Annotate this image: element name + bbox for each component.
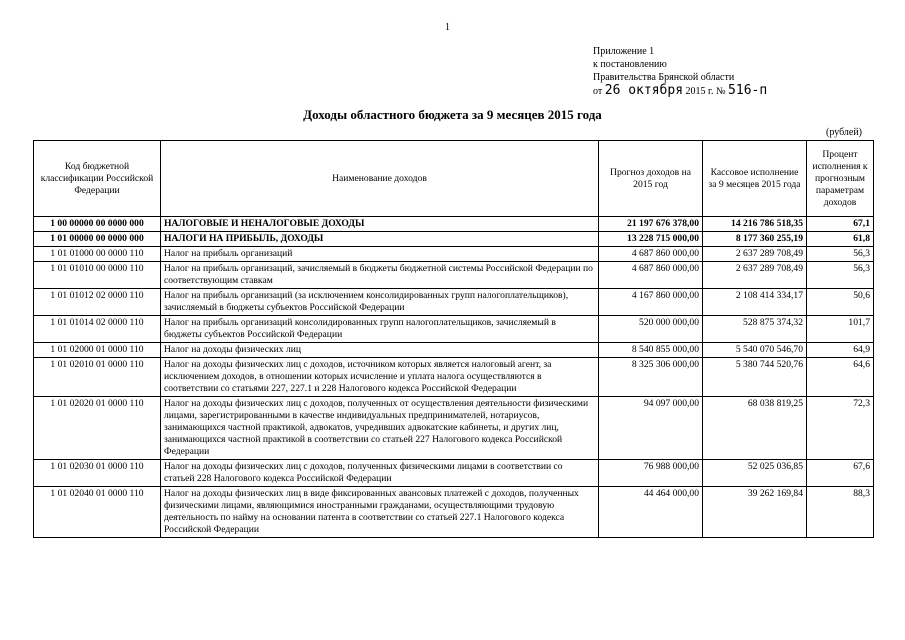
cell-actual: 8 177 360 255,19 (703, 232, 807, 247)
table-row (34, 487, 874, 538)
cell-actual: 14 216 786 518,35 (703, 217, 807, 232)
cell-percent: 50,6 (807, 289, 874, 316)
table-row (34, 247, 874, 262)
approval-line-3: Правительства Брянской области (593, 72, 735, 83)
cell-forecast: 21 197 676 378,00 (599, 217, 703, 232)
cell-percent: 56,3 (807, 262, 874, 289)
cell-percent: 61,8 (807, 232, 874, 247)
cell-actual: 2 108 414 334,17 (703, 289, 807, 316)
table-row (34, 289, 874, 316)
table-row (34, 397, 874, 460)
approval-line-1: Приложение 1 (593, 46, 655, 57)
table-row (34, 460, 874, 487)
date-suffix: 2015 г. № (685, 86, 726, 97)
header-name: Наименование доходов (161, 141, 599, 217)
cell-actual: 528 875 374,32 (703, 316, 807, 343)
cell-forecast: 76 988 000,00 (599, 460, 703, 487)
cell-actual: 39 262 169,84 (703, 487, 807, 538)
cell-name: НАЛОГОВЫЕ И НЕНАЛОГОВЫЕ ДОХОДЫ (161, 217, 599, 232)
cell-name: НАЛОГИ НА ПРИБЫЛЬ, ДОХОДЫ (161, 232, 599, 247)
cell-forecast: 520 000 000,00 (599, 316, 703, 343)
cell-name: Налог на доходы физических лиц в виде фиксированных авансовых платежей с доходов, полученных физическими лицами, являющимися иностранными гражданами, осуществляющими трудовую деятельность по найму на основании патента в соответствии со статьей 227.1 Налогового кодекса Российской Федерации (161, 487, 599, 538)
cell-name: Налог на доходы физических лиц с доходов, полученных физическими лицами в соответствии со статьей 228 Налогового кодекса Российской Федерации (161, 460, 599, 487)
table-row (34, 343, 874, 358)
cell-forecast: 4 687 860 000,00 (599, 247, 703, 262)
table-row (34, 262, 874, 289)
cell-percent: 64,9 (807, 343, 874, 358)
cell-code: 1 01 02030 01 0000 110 (34, 460, 161, 487)
budget-table (33, 140, 874, 538)
cell-code: 1 01 02000 01 0000 110 (34, 343, 161, 358)
cell-forecast: 4 687 860 000,00 (599, 262, 703, 289)
cell-percent: 67,6 (807, 460, 874, 487)
cell-percent: 101,7 (807, 316, 874, 343)
header-percent: Процент исполнения к прогнозным параметрам доходов (807, 141, 874, 217)
cell-forecast: 8 325 306 000,00 (599, 358, 703, 397)
cell-actual: 52 025 036,85 (703, 460, 807, 487)
cell-code: 1 01 00000 00 0000 000 (34, 232, 161, 247)
date-prefix: от (593, 86, 603, 97)
cell-name: Налог на прибыль организаций, зачисляемый в бюджеты бюджетной системы Российской Федерации по соответствующим ставкам (161, 262, 599, 289)
header-actual: Кассовое исполнение за 9 месяцев 2015 года (703, 141, 807, 217)
cell-forecast: 13 228 715 000,00 (599, 232, 703, 247)
units-label: (рублей) (826, 127, 863, 138)
cell-name: Налог на доходы физических лиц (161, 343, 599, 358)
cell-percent: 67,1 (807, 217, 874, 232)
table-row (34, 232, 874, 247)
cell-actual: 2 637 289 708,49 (703, 247, 807, 262)
cell-code: 1 01 02010 01 0000 110 (34, 358, 161, 397)
table-row (34, 316, 874, 343)
cell-code: 1 01 01012 02 0000 110 (34, 289, 161, 316)
cell-forecast: 94 097 000,00 (599, 397, 703, 460)
handwritten-number: 516-п (728, 83, 768, 98)
cell-forecast: 44 464 000,00 (599, 487, 703, 538)
handwritten-date: 26 октября (604, 83, 684, 98)
cell-actual: 5 540 070 546,70 (703, 343, 807, 358)
cell-actual: 2 637 289 708,49 (703, 262, 807, 289)
cell-percent: 56,3 (807, 247, 874, 262)
approval-block (593, 45, 767, 98)
cell-forecast: 8 540 855 000,00 (599, 343, 703, 358)
document-title: Доходы областного бюджета за 9 месяцев 2015 года (303, 107, 602, 122)
cell-percent: 72,3 (807, 397, 874, 460)
approval-line-2: к постановлению (593, 59, 667, 70)
header-forecast: Прогноз доходов на 2015 год (599, 141, 703, 217)
cell-code: 1 01 02020 01 0000 110 (34, 397, 161, 460)
cell-percent: 88,3 (807, 487, 874, 538)
cell-name: Налог на доходы физических лиц с доходов, полученных от осуществления деятельности физическими лицами, зарегистрированными в качестве индивидуальных предпринимателей, нотариусов, занимающихся частной практикой, адвокатов, учредивших адвокатские кабинеты, и других лиц, занимающихся частной практикой в соответствии со статьей 227 Налогового кодекса Российской Федерации (161, 397, 599, 460)
cell-percent: 64,6 (807, 358, 874, 397)
cell-code: 1 00 00000 00 0000 000 (34, 217, 161, 232)
table-header-row (34, 141, 874, 217)
cell-name: Налог на доходы физических лиц с доходов, источником которых является налоговый агент, за исключением доходов, в отношении которых исчисление и уплата налога осуществляются в соответствии со статьями 227, 227.1 и 228 Налогового кодекса Российской Федерации (161, 358, 599, 397)
cell-actual: 5 380 744 520,76 (703, 358, 807, 397)
cell-name: Налог на прибыль организаций консолидированных групп налогоплательщиков, зачисляемый в бюджеты субъектов Российской Федерации (161, 316, 599, 343)
header-code: Код бюджетной классификации Российской Федерации (34, 141, 161, 217)
cell-name: Налог на прибыль организаций (за исключением консолидированных групп налогоплательщиков), зачисляемый в бюджеты субъектов Российской Федерации (161, 289, 599, 316)
cell-forecast: 4 167 860 000,00 (599, 289, 703, 316)
cell-code: 1 01 01000 00 0000 110 (34, 247, 161, 262)
page-number: 1 (445, 22, 450, 33)
cell-code: 1 01 01010 00 0000 110 (34, 262, 161, 289)
cell-actual: 68 038 819,25 (703, 397, 807, 460)
table-row (34, 217, 874, 232)
cell-code: 1 01 02040 01 0000 110 (34, 487, 161, 538)
table-row (34, 358, 874, 397)
cell-code: 1 01 01014 02 0000 110 (34, 316, 161, 343)
cell-name: Налог на прибыль организаций (161, 247, 599, 262)
approval-date-line (593, 84, 767, 98)
